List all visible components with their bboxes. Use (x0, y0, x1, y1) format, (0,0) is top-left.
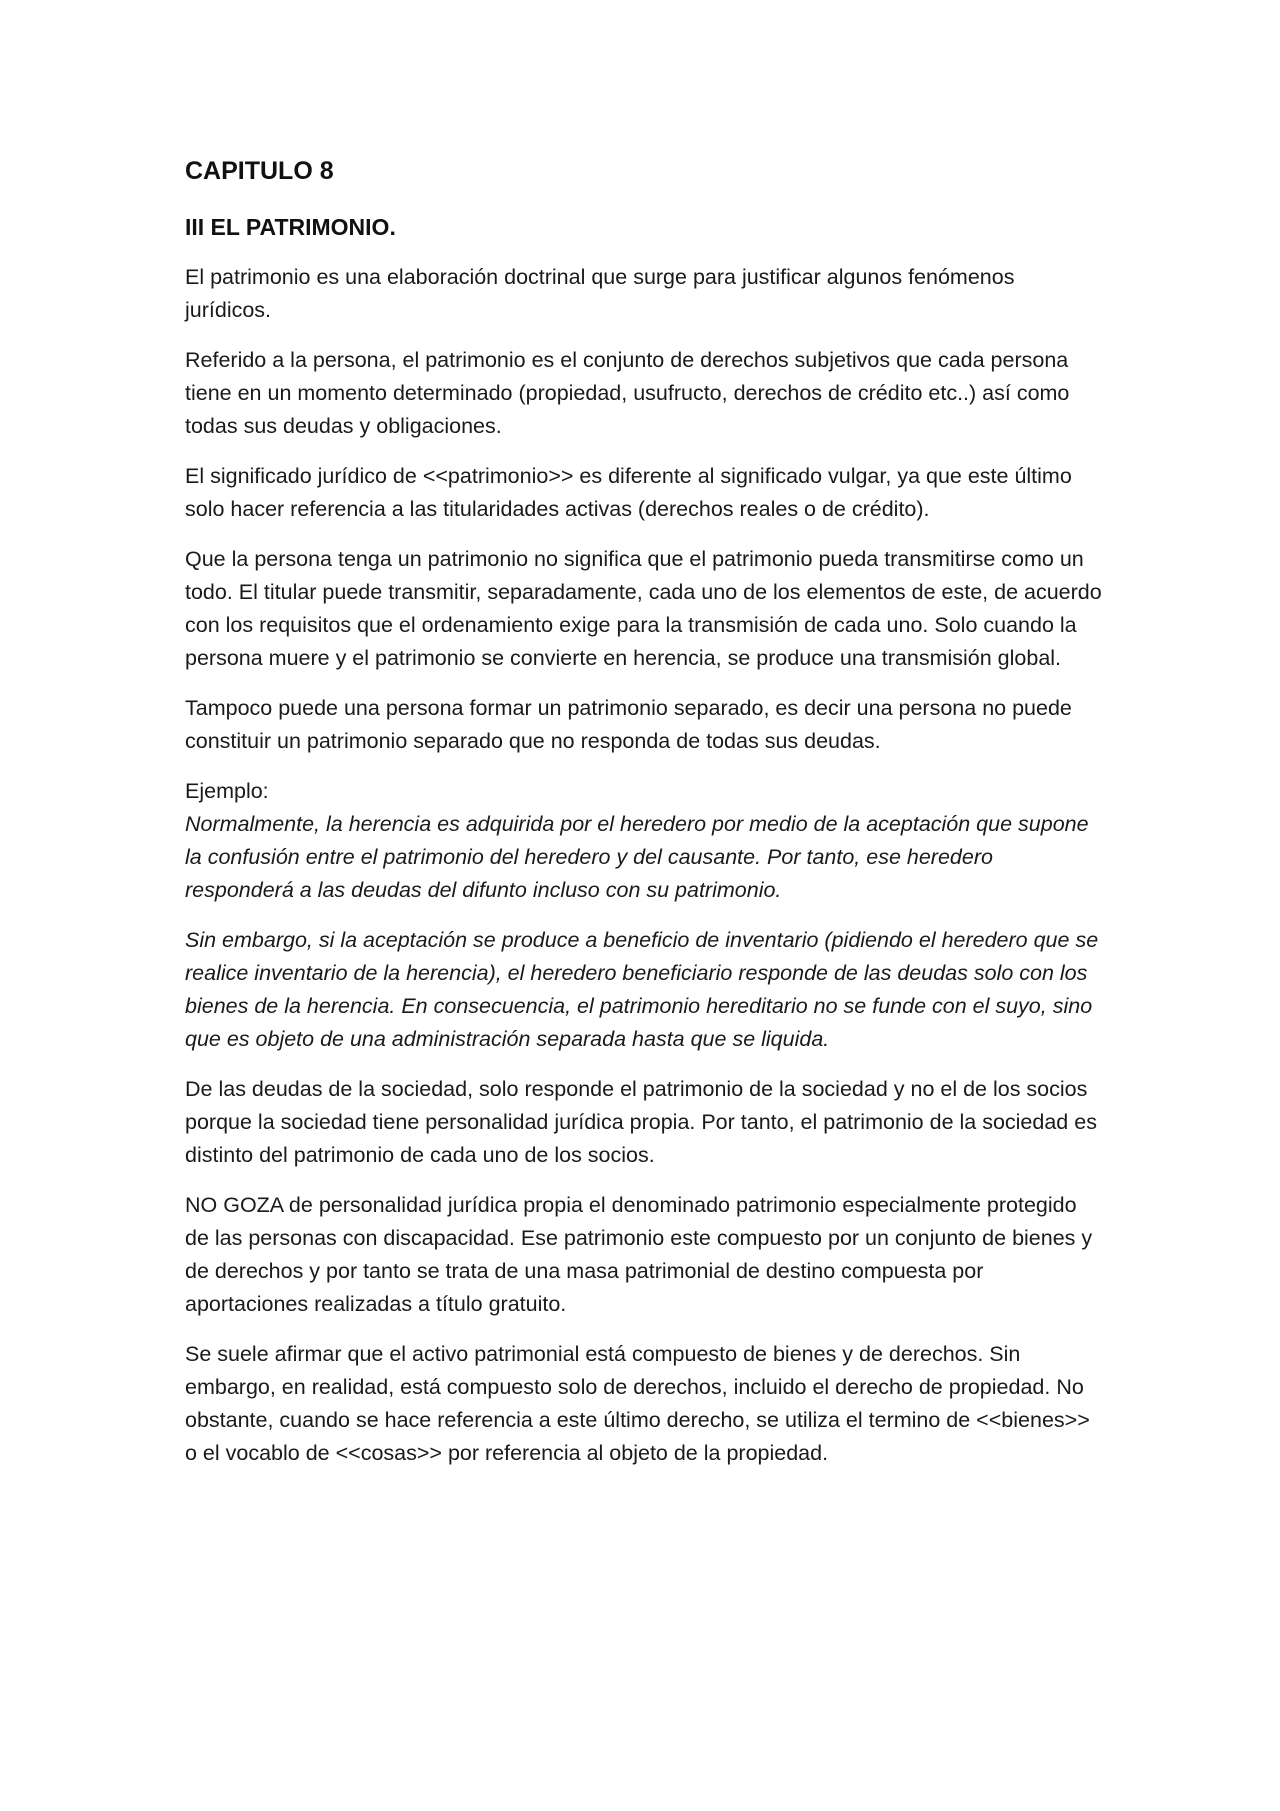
paragraph-meaning: El significado jurídico de <<patrimonio>> es diferente al significado vulgar, ya que este último solo hacer referencia a las titularidades activas (derechos reales o de crédito). (185, 464, 1072, 521)
paragraph-assets: Se suele afirmar que el activo patrimonial está compuesto de bienes y de derechos. Sin embargo, en realidad, está compuesto solo de derechos, incluido el derecho de propiedad. No obstante, cuando se hace referencia a este último derecho, se utiliza el termino de <<bienes>> o el vocablo de <<cosas>> por referencia al objeto de la propiedad. (185, 1342, 1090, 1465)
paragraph-person: Referido a la persona, el patrimonio es el conjunto de derechos subjetivos que cada persona tiene en un momento determinado (propiedad, usufructo, derechos de crédito etc..) así como todas sus deudas y obligaciones. (185, 348, 1070, 438)
chapter-title: CAPITULO 8 (185, 157, 334, 185)
example-label: Ejemplo: (185, 779, 269, 803)
example-text-2: Sin embargo, si la aceptación se produce a beneficio de inventario (pidiendo el heredero que se realice inventario de la herencia), el heredero beneficiario responde de las deudas solo con los bienes de la herencia. En consecuencia, el patrimonio hereditario no se funde con el suyo, sino que es objeto de una administración separada hasta que se liquida. (185, 928, 1099, 1051)
paragraph-separate: Tampoco puede una persona formar un patrimonio separado, es decir una persona no puede constituir un patrimonio separado que no responda de todas sus deudas. (185, 696, 1072, 753)
document-page (185, 155, 1105, 1487)
paragraph-transmission: Que la persona tenga un patrimonio no significa que el patrimonio pueda transmitirse como un todo. El titular puede transmitir, separadamente, cada uno de los elementos de este, de acuerdo con los requisitos que el ordenamiento exige para la transmisión de cada uno. Solo cuando la persona muere y el patrimonio se convierte en herencia, se produce una transmisión global. (185, 547, 1102, 670)
example-block (185, 775, 1105, 907)
paragraph-society: De las deudas de la sociedad, solo responde el patrimonio de la sociedad y no el de los socios porque la sociedad tiene personalidad jurídica propia. Por tanto, el patrimonio de la sociedad es distinto del patrimonio de cada uno de los socios. (185, 1077, 1097, 1167)
paragraph-definition: El patrimonio es una elaboración doctrinal que surge para justificar algunos fenómenos jurídicos. (185, 265, 1015, 322)
paragraph-disability: NO GOZA de personalidad jurídica propia el denominado patrimonio especialmente protegido de las personas con discapacidad. Ese patrimonio este compuesto por un conjunto de bienes y de derechos y por tanto se trata de una masa patrimonial de destino compuesta por aportaciones realizadas a título gratuito. (185, 1193, 1093, 1316)
example-text-1: Normalmente, la herencia es adquirida por el heredero por medio de la aceptación que supone la confusión entre el patrimonio del heredero y del causante. Por tanto, ese heredero responderá a las deudas del difunto incluso con su patrimonio. (185, 812, 1089, 902)
section-title: III EL PATRIMONIO. (185, 214, 396, 240)
